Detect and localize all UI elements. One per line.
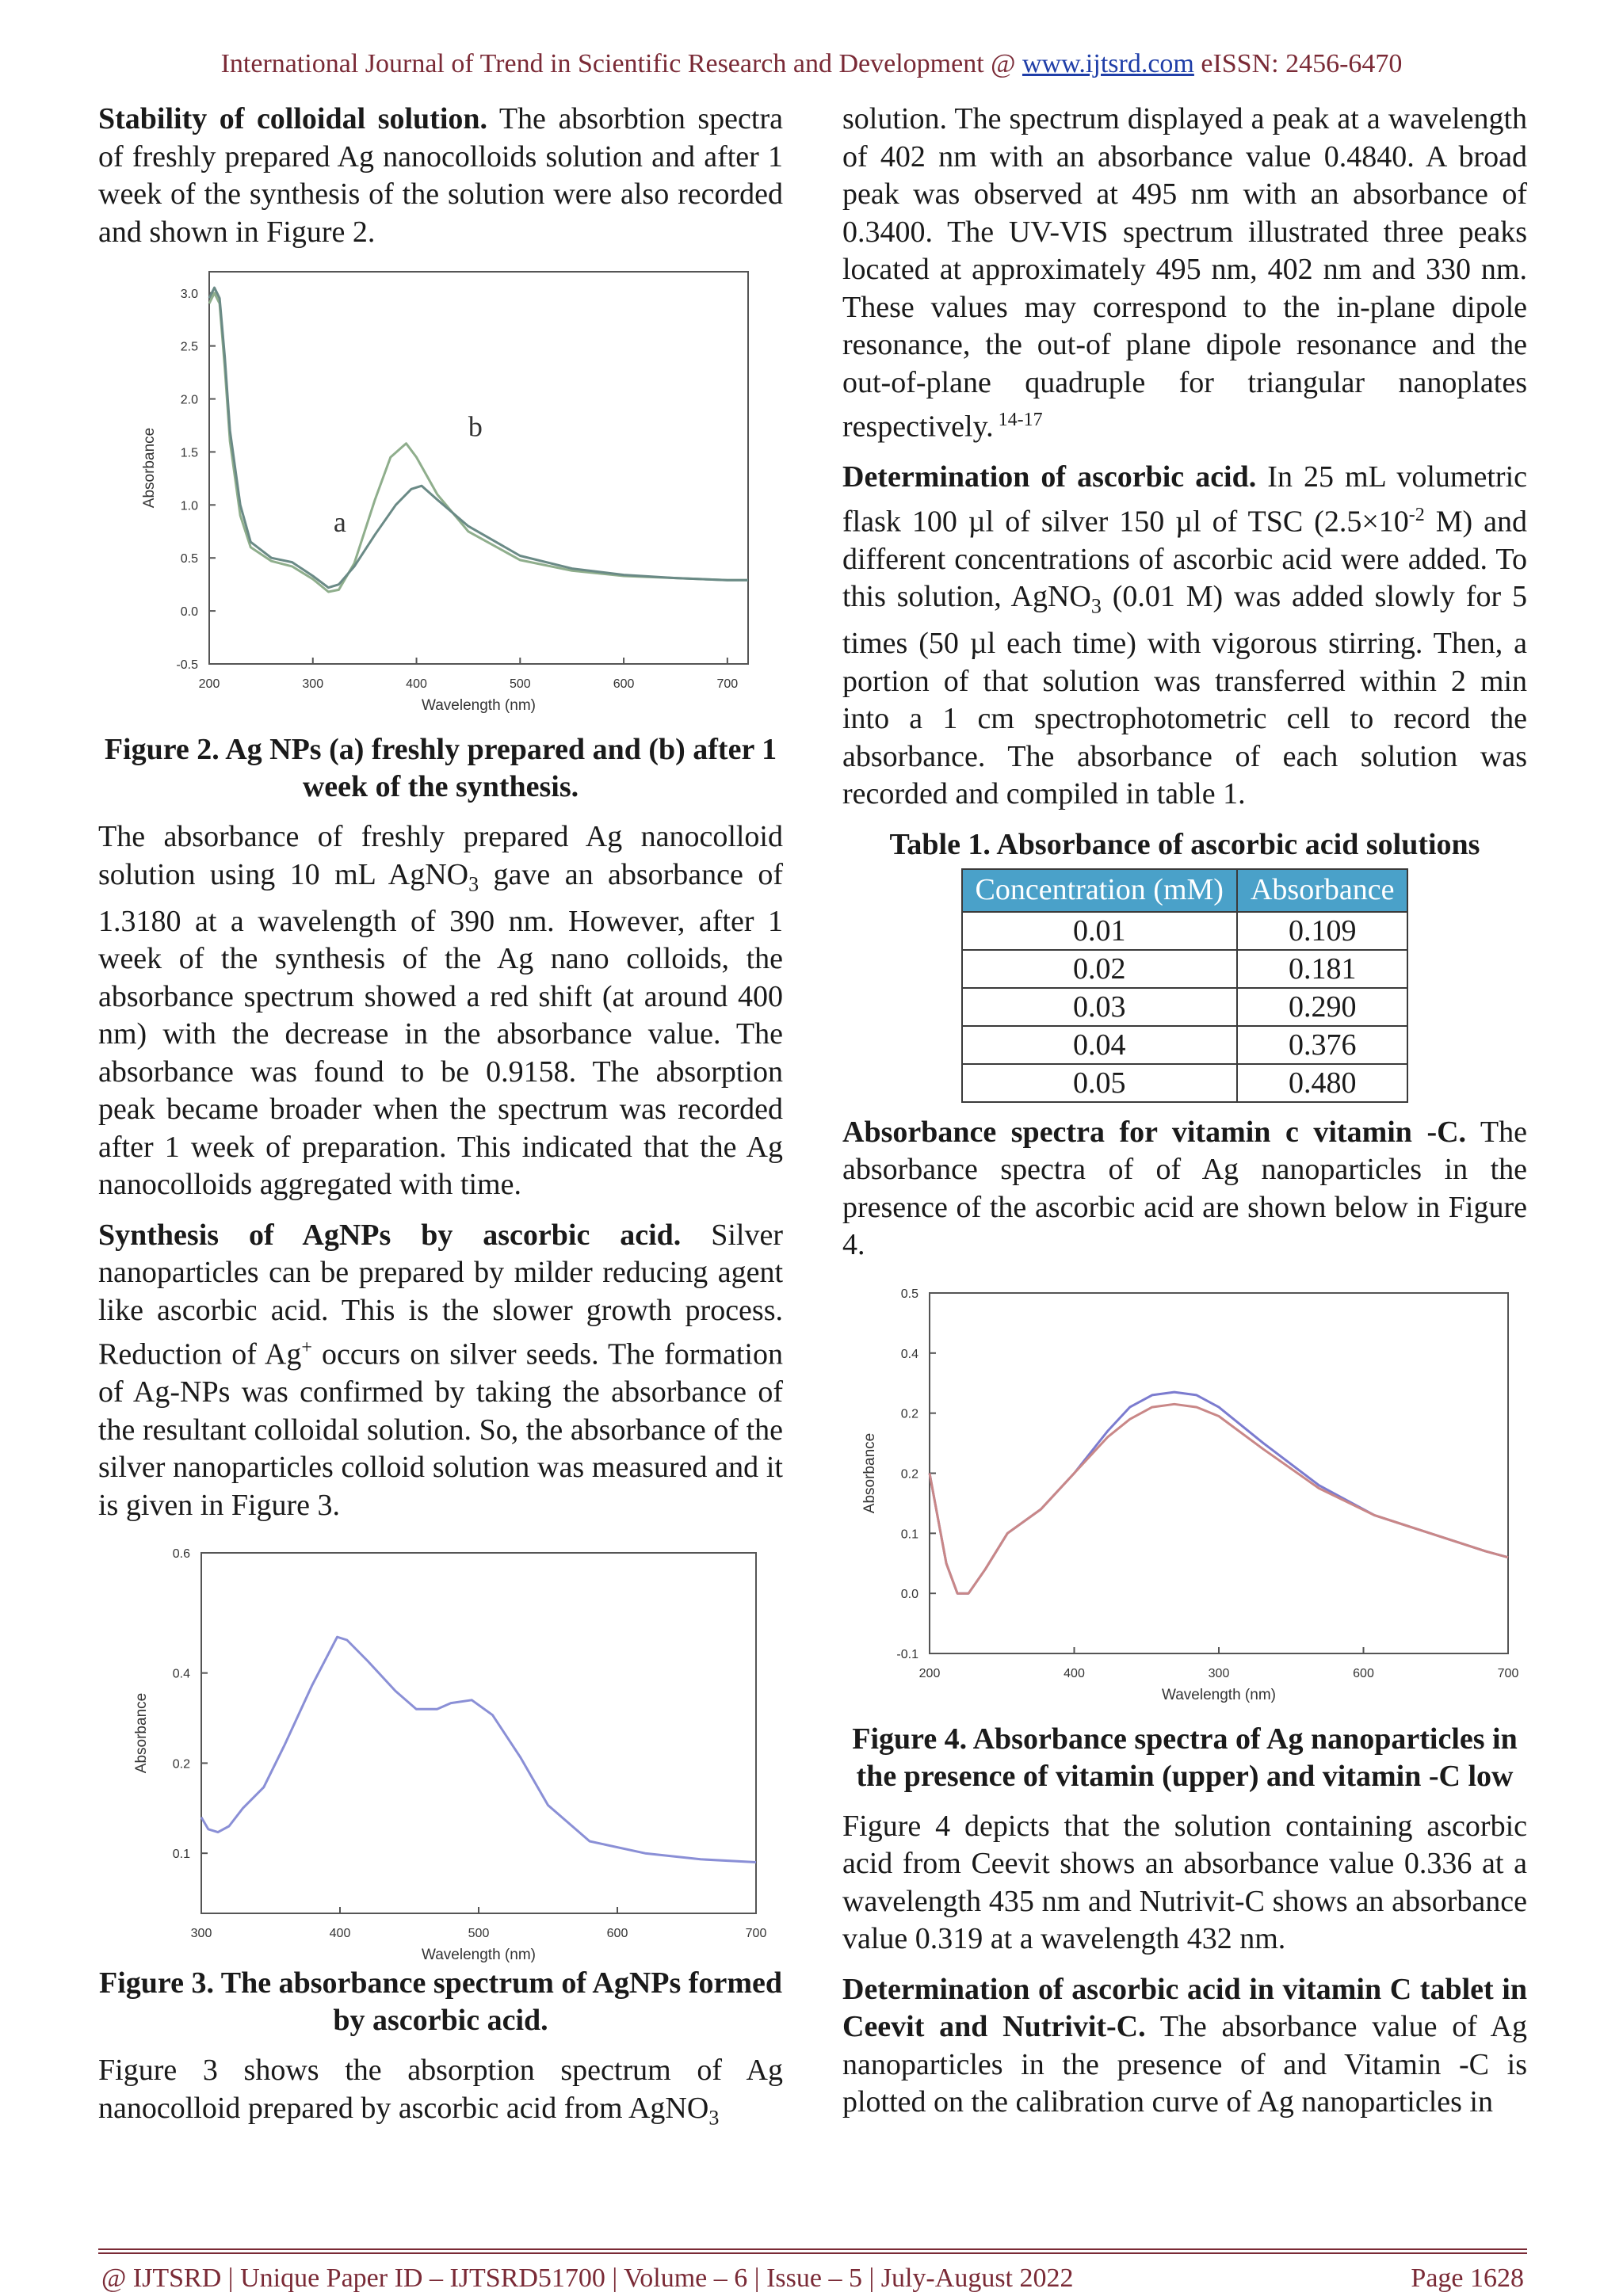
y-tick-label: 0.4 [900, 1347, 918, 1361]
x-tick-label: 600 [606, 1927, 628, 1941]
x-axis-label: Wavelength (nm) [422, 697, 536, 714]
y-tick-label: 0.1 [900, 1527, 918, 1542]
y-tick-label: 0.5 [900, 1287, 918, 1301]
figure-2-caption: Figure 2. Ag NPs (a) freshly prepared and (b) after 1 week of the synthesis. [104, 733, 777, 803]
y-tick-label: 1.0 [180, 499, 198, 513]
x-tick-label: 400 [1064, 1666, 1085, 1680]
paragraph-vitamin-c: Absorbance spectra for vitamin c vitamin -C. The absorbance spectra of of Ag nanoparticles in the presence of the ascorbic acid are shown below in Figure 4. [842, 1115, 1527, 1262]
table-1-caption: Table 1. Absorbance of ascorbic acid solutions [889, 827, 1480, 861]
paragraph-figure3-description: Figure 3 shows the absorption spectrum of Ag nanocolloid prepared by ascorbic acid from AgNO$_3$ [98, 2054, 783, 2130]
table-1 [961, 868, 1409, 1103]
x-tick-label: 300 [1208, 1666, 1230, 1680]
paragraph-figure4-description: Figure 4 depicts that the solution containing ascorbic acid from Ceevit shows an absorbance value 0.336 at a wavelength 435 nm and Nutrivit-C shows an absorbance value 0.319 at a wavelength 432 nm. [842, 1809, 1527, 1956]
y-tick-label: 0.0 [180, 605, 198, 620]
x-tick-label: 700 [716, 677, 739, 691]
y-axis-label: Absorbance [133, 1693, 150, 1774]
y-tick-label: 3.0 [180, 287, 198, 301]
paragraph-determination: Determination of ascorbic acid. In 25 mL volumetric flask 100 µl of silver 150 µl of TSC ($2.5\times 10^{-2}$ M) and different concentrations of ascorbic acid were added. To this solution, AgNO$_3$ (0.01 M) was added slowly for 5 times (50 µl each time) with vigorous stirring. Then, a portion of that solution was transferred within 2 min into a 1 cm spectrophotometric cell to record the absorbance. The absorbance of each solution was recorded and compiled in table 1. [842, 460, 1528, 811]
plot-frame [930, 1293, 1508, 1653]
x-tick-label: 400 [329, 1927, 351, 1941]
table-row: 0.05 0.480 [962, 1064, 1408, 1102]
x-tick-label: 300 [302, 677, 324, 691]
y-axis-label: Absorbance [141, 427, 158, 509]
running-header: International Journal of Trend in Scientific Research and Development @ www.ijtsrd.com eISSN: 2456-6470 [220, 49, 1403, 78]
y-tick-label: 2.5 [180, 340, 198, 354]
x-tick-label: 600 [613, 677, 635, 691]
paragraph-synthesis: Synthesis of AgNPs by ascorbic acid. Silver nanoparticles can be prepared by milder reducing agent like ascorbic acid. This is the slower growth process. Reduction of Ag+ occurs on silver seeds. The formation of Ag-NPs was confirmed by taking the absorbance of the resultant colloidal solution. So, the absorbance of the silver nanoparticles colloid solution was measured and it is given in Figure 3. [98, 1218, 783, 1522]
figure-4-caption: Figure 4. Absorbance spectra of Ag nanoparticles in the presence of vitamin (upper) and vitamin -C low [852, 1722, 1518, 1793]
table-header-absorbance: Absorbance [1237, 869, 1407, 912]
table-row: 0.01 0.109 [962, 912, 1408, 950]
figure-3 [98, 1537, 783, 1965]
y-tick-label: 0.0 [900, 1588, 918, 1602]
right-column [842, 101, 1527, 2134]
x-axis-label: Wavelength (nm) [1162, 1686, 1276, 1703]
plot-frame [209, 272, 748, 664]
page-footer [98, 2248, 1527, 2295]
y-tick-label: 2.0 [180, 393, 198, 407]
figure-4 [842, 1277, 1527, 1721]
y-axis-label: Absorbance [861, 1432, 878, 1514]
figure-4-chart [842, 1277, 1527, 1721]
page-number: Page 1628 [1411, 2264, 1524, 2293]
x-tick-label: 600 [1353, 1666, 1374, 1680]
y-tick-label: 0.2 [900, 1467, 918, 1482]
annotation-b: b [468, 410, 483, 443]
table-header-concentration: Concentration (mM) [962, 869, 1237, 912]
y-tick-label: 0.6 [172, 1547, 190, 1562]
y-tick-label: -0.1 [896, 1647, 918, 1661]
x-tick-label: 700 [745, 1927, 767, 1941]
table-row: 0.04 0.376 [962, 1026, 1408, 1064]
annotation-a: a [333, 505, 346, 538]
x-tick-label: 300 [190, 1927, 212, 1941]
left-column [98, 101, 783, 2149]
y-tick-label: 0.4 [172, 1667, 190, 1681]
figure-3-chart [98, 1537, 783, 1965]
y-tick-label: -0.5 [176, 658, 198, 672]
y-tick-label: 0.5 [180, 552, 198, 566]
y-tick-label: 0.2 [172, 1757, 190, 1772]
figure-3-caption: Figure 3. The absorbance spectrum of AgNPs formed by ascorbic acid. [99, 1966, 782, 2038]
paragraph-spectrum-peaks: solution. The spectrum displayed a peak at a wavelength of 402 nm with an absorbance value 0.4840. A broad peak was observed at 495 nm with an absorbance of 0.3400. The UV-VIS spectrum illustrated three peaks located at approximately 495 nm, 402 nm and 330 nm. These values may correspond to the in-plane dipole resonance, the out-of plane dipole resonance and the out-of-plane quadruple for triangular nanoplates respectively. $^{14-17}$ [842, 102, 1527, 444]
x-tick-label: 200 [198, 677, 220, 691]
y-tick-label: 1.5 [180, 446, 198, 460]
figure-2 [98, 264, 783, 731]
footer-info: @ IJTSRD | Unique Paper ID – IJTSRD51700 | Volume – 6 | Issue – 5 | July-August 2022 [101, 2264, 1074, 2293]
paragraph-stability: Stability of colloidal solution. The absorbtion spectra of freshly prepared Ag nanocolloids solution and after 1 week of the synthesis of the solution were also recorded and shown in Figure 2. [98, 102, 783, 249]
figure-2-chart [98, 264, 783, 731]
x-tick-label: 500 [509, 677, 531, 691]
x-tick-label: 500 [468, 1927, 490, 1941]
x-axis-label: Wavelength (nm) [422, 1947, 536, 1964]
table-row: 0.02 0.181 [962, 950, 1408, 988]
plot-frame [201, 1553, 756, 1913]
x-tick-label: 200 [918, 1666, 941, 1680]
journal-link[interactable]: www.ijtsrd.com [1022, 49, 1194, 78]
y-tick-label: 0.1 [172, 1848, 190, 1862]
x-tick-label: 700 [1497, 1666, 1519, 1680]
paragraph-tablet-determination: Determination of ascorbic acid in vitamin C tablet in Ceevit and Nutrivit-C. The absorbance value of Ag nanoparticles in the presence of and Vitamin -C is plotted on the calibration curve of Ag nanoparticles in [842, 1972, 1528, 2119]
table-row: 0.03 0.290 [962, 988, 1408, 1026]
paragraph-absorbance-fresh: The absorbance of freshly prepared Ag nanocolloid solution using 10 mL AgNO$_3$ gave an absorbance of 1.3180 at a wavelength of 390 nm. However, after 1 week of the synthesis of the Ag nano colloids, the absorbance spectrum showed a red shift (at around 400 nm) with the decrease in the absorbance value. The absorbance was found to be 0.9158. The absorption peak became broader when the spectrum was recorded after 1 week of preparation. This indicated that the Ag nanocolloids aggregated with time. [98, 820, 783, 1202]
x-tick-label: 400 [406, 677, 427, 691]
y-tick-label: 0.2 [900, 1407, 918, 1421]
